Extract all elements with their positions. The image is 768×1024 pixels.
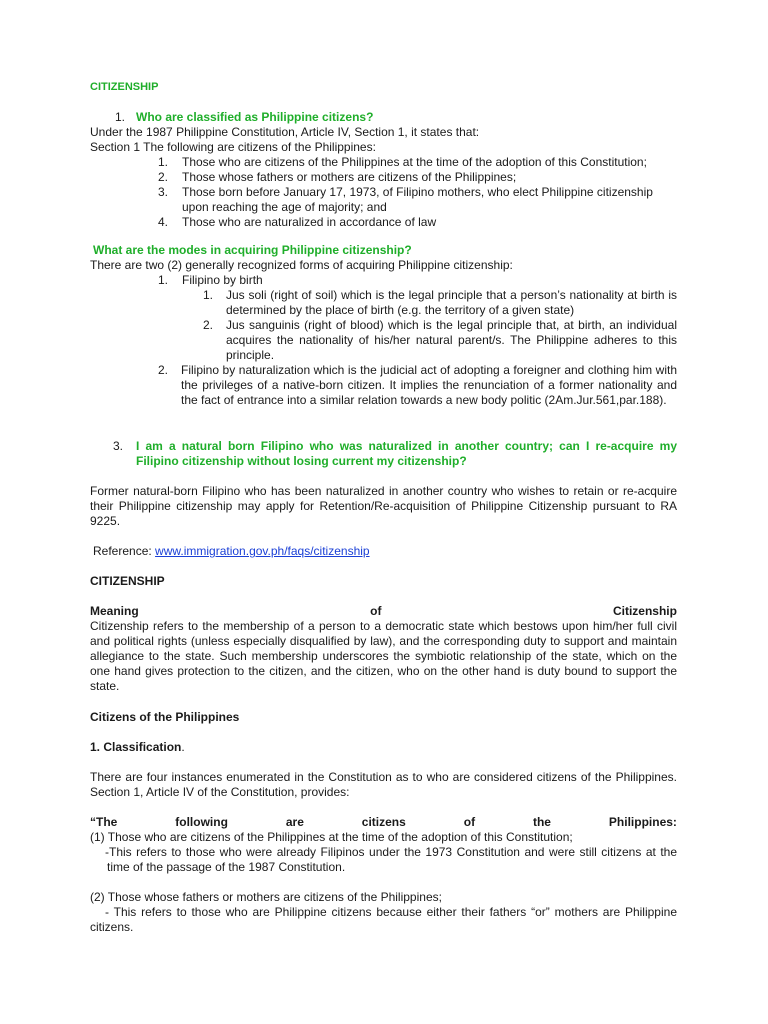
mode-2 — [158, 363, 677, 408]
quote-word: Philippines: — [608, 815, 677, 829]
citizen-clause-1-note-text: -This refers to those who were already Filipinos under the 1973 Constitution and were still citizens at the time of the passage of the 1987 Constitution. — [105, 845, 677, 874]
list-item-text-line-1: Those born before January 17, 1973, of Filipino mothers, who elect Philippine citizenship — [182, 185, 653, 199]
question-3-answer: Former natural-born Filipino who has been naturalized in another country who wishes to retain or re-acquire their Philippine citizenship may apply for Retention/Re-acquisition of Philippine Citizenship pursuant to RA 9225. — [90, 484, 677, 528]
question-1-intro-1: Under the 1987 Philippine Constitution, Article IV, Section 1, it states that: — [90, 125, 480, 139]
list-item-text: Those who are naturalized in accordance of law — [182, 215, 437, 229]
classification-period: . — [181, 740, 185, 754]
list-item-text: Jus sanguinis (right of blood) which is the legal principle that, at birth, an individual acquires the nationality of his/her natural parent/s. The Philippine adheres to this principle. — [226, 318, 677, 362]
question-3-number: 3. — [113, 439, 124, 453]
constitution-list — [158, 155, 678, 230]
question-3 — [113, 439, 677, 469]
meaning-word: Citizenship — [612, 604, 677, 618]
list-item-number: 2. — [203, 318, 214, 332]
question-2-intro: There are two (2) generally recognized forms of acquiring Philippine citizenship: — [90, 258, 513, 272]
citizen-clause-1-note — [90, 845, 677, 875]
reference — [93, 544, 370, 559]
citizenship-heading-2: CITIZENSHIP — [90, 574, 165, 588]
citizens-heading: Citizens of the Philippines — [90, 710, 240, 724]
list-item-number: 1. — [158, 155, 169, 169]
question-1-number: 1. — [115, 110, 126, 124]
list-item — [158, 185, 678, 215]
list-item-number: 2. — [158, 170, 169, 184]
reference-link[interactable]: www.immigration.gov.ph/faqs/citizenship — [155, 544, 370, 558]
list-item — [158, 155, 678, 170]
mode-1-number: 1. — [158, 273, 169, 287]
list-item — [158, 170, 678, 185]
list-item-number: 1. — [203, 288, 214, 302]
citizen-clause-2-note: - This refers to those who are Philippine citizens because either their fathers “or” mothers are Philippine citizens. — [90, 905, 677, 934]
list-item — [158, 215, 678, 230]
citizen-clause-2: (2) Those whose fathers or mothers are citizens of the Philippines; — [90, 890, 442, 904]
classification-label: 1. Classification — [90, 740, 182, 754]
meaning-text: Citizenship refers to the membership of a person to a democratic state which bestows upon him/her full civil and political rights (unless especially disqualified by law), and the corresponding duty to support and maintain allegiance to the state. Such membership underscores the symbiotic relationship of the state, which on the one hand gives protection to the citizen, and the citizen, who on the other hand is duty bound to support the state. — [90, 619, 677, 693]
meaning-heading — [90, 604, 677, 619]
list-item-text-line-2: upon reaching the age of majority; and — [182, 200, 387, 214]
list-item-text: Those who are citizens of the Philippines at the time of the adoption of this Constitution; — [182, 155, 647, 169]
meaning-word: Meaning — [90, 604, 139, 618]
list-item-number: 4. — [158, 215, 169, 229]
classification-heading — [90, 740, 185, 755]
question-2: What are the modes in acquiring Philippine citizenship? — [93, 243, 412, 257]
instances-text: There are four instances enumerated in the Constitution as to who are considered citizens of the Philippines. Section 1, Article IV of the Constitution, provides: — [90, 770, 677, 799]
list-item-number: 3. — [158, 185, 169, 199]
mode-2-text: Filipino by naturalization which is the judicial act of adopting a foreigner and clothing him with the privileges of a native-born citizen. It implies the renunciation of a former nationality and the fact of entrance into a similar relation towards a new body politic (2Am.Jur.561,par.188). — [181, 363, 677, 407]
list-item — [203, 288, 677, 318]
citizen-clause-1: (1) Those who are citizens of the Philippines at the time of the adoption of this Constitution; — [90, 830, 573, 844]
meaning-word: of — [370, 604, 382, 618]
quote-word: the — [532, 815, 551, 829]
reference-label: Reference: — [93, 544, 156, 558]
list-item — [203, 318, 677, 363]
question-1-text: Who are classified as Philippine citizens? — [136, 110, 374, 124]
list-item-text: Jus soli (right of soil) which is the legal principle that a person’s nationality at birth is determined by the place of birth (e.g. the territory of a given state) — [226, 288, 677, 317]
question-3-text: I am a natural born Filipino who was naturalized in another country; can I re-acquire my Filipino citizenship without losing current my citizenship? — [136, 439, 677, 468]
mode-2-number: 2. — [158, 363, 169, 377]
quote-word: are — [285, 815, 304, 829]
mode-1-sublist — [203, 288, 677, 363]
question-1-intro-2: Section 1 The following are citizens of the Philippines: — [90, 140, 376, 154]
list-item-text: Those whose fathers or mothers are citizens of the Philippines; — [182, 170, 517, 184]
quote-word: of — [463, 815, 476, 829]
mode-1-text: Filipino by birth — [182, 273, 263, 287]
citizenship-heading: CITIZENSHIP — [90, 81, 159, 93]
quote-word: “The — [90, 815, 118, 829]
quote-word: following — [175, 815, 228, 829]
quote-word: citizens — [361, 815, 406, 829]
quote-heading — [90, 815, 677, 830]
